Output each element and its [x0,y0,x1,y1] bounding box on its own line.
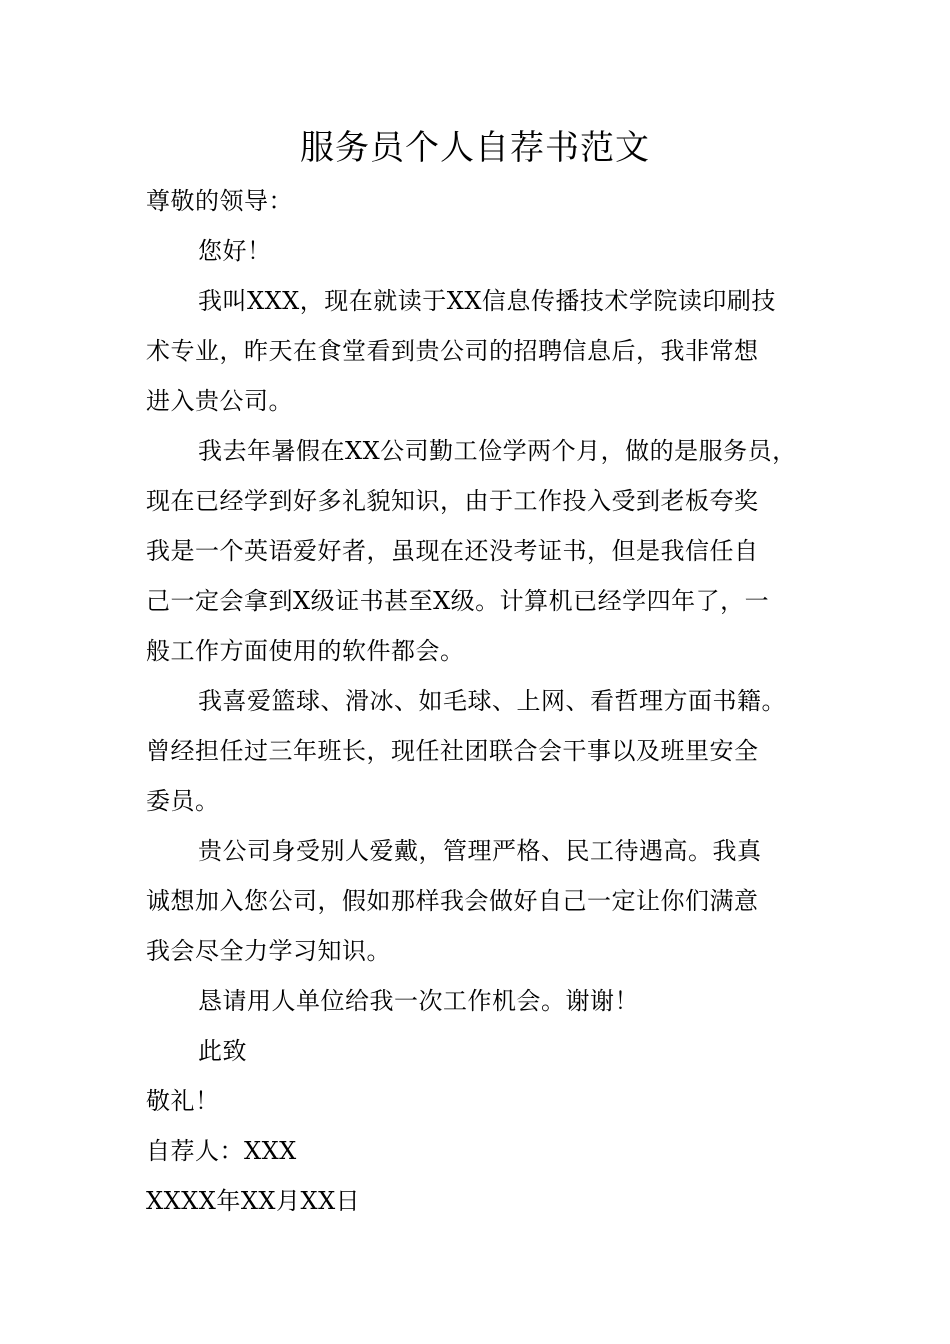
paragraph-line: 进入贵公司。 [146,387,293,415]
date: XXXX年XX月XX日 [146,1187,361,1215]
closing-request: 恳请用人单位给我一次工作机会。谢谢！ [198,987,639,1015]
greeting: 您好！ [198,237,272,265]
paragraph-line: 我会尽全力学习知识。 [146,937,391,965]
paragraph-line: 我叫XXX，现在就读于XX信息传播技术学院读印刷技 [198,287,776,315]
paragraph-line: 诚想加入您公司，假如那样我会做好自己一定让你们满意 [146,887,759,915]
paragraph-line: 我是一个英语爱好者，虽现在还没考证书，但是我信任自 [146,537,759,565]
paragraph-line: 我去年暑假在XX公司勤工俭学两个月，做的是服务员， [198,437,797,465]
salutation: 尊敬的领导： [146,187,293,215]
paragraph-line: 我喜爱篮球、滑冰、如毛球、上网、看哲理方面书籍。 [198,687,786,715]
paragraph-line: 现在已经学到好多礼貌知识，由于工作投入受到老板夸奖 [146,487,759,515]
paragraph-line: 贵公司身受别人爱戴，管理严格、民工待遇高。我真 [198,837,762,865]
closing-jingli: 敬礼！ [146,1087,220,1115]
paragraph-line: 己一定会拿到X级证书甚至X级。计算机已经学四年了，一 [146,587,770,615]
document-title: 服务员个人自荐书范文 [300,128,650,168]
closing-cizhi: 此致 [198,1037,247,1065]
paragraph-line: 般工作方面使用的软件都会。 [146,637,465,665]
paragraph-line: 委员。 [146,787,220,815]
document-body [146,176,820,1226]
signature: 自荐人：XXX [146,1137,297,1165]
paragraph-line: 曾经担任过三年班长，现任社团联合会干事以及班里安全 [146,737,759,765]
paragraph-line: 术专业，昨天在食堂看到贵公司的招聘信息后，我非常想 [146,337,759,365]
